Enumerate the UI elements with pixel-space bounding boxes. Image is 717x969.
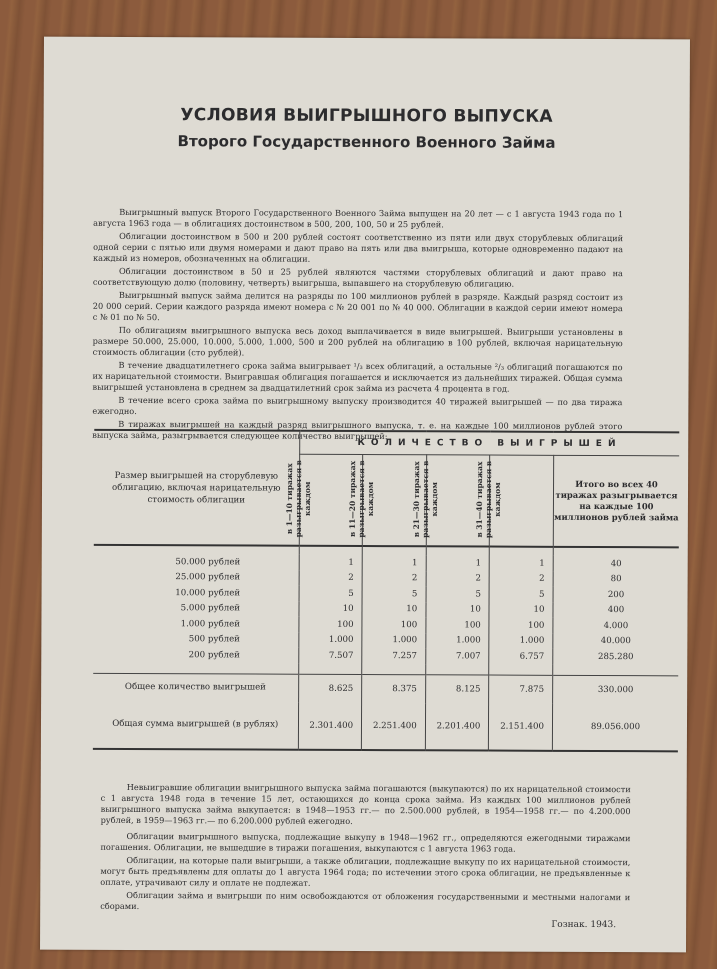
intro-paragraph: Выигрышный выпуск займа делится на разряды по 100 миллионов рублей в разряде. Каждый разряд состоит из 20 000 серий. Серии каждого разряда имеют номера с № 20 001 по № 40 000. Облигации в каждой серии имеют номера с № 01 по № 50. xyxy=(92,289,623,323)
draws-31-40-count: 1.000 xyxy=(489,633,553,649)
winnings-table xyxy=(93,429,679,752)
bond-terms-sheet xyxy=(40,37,690,953)
total-sum-d4: 2.151.400 xyxy=(489,703,553,750)
prize-amount: 10.000 рублей xyxy=(94,585,299,601)
total-count: 200 xyxy=(607,589,625,600)
total-count: 80 xyxy=(610,574,622,585)
draws-21-30-count: 10 xyxy=(426,602,490,618)
draws-1-10-header: в 1—10 тиражах разыгрывается в каждом xyxy=(299,454,363,546)
total-count-row xyxy=(93,673,678,704)
total-column-header: Итого во всех 40 тиражах разыгрывается на каждые 100 миллионов рублей займа xyxy=(553,455,679,547)
total-sum-row xyxy=(93,701,678,751)
draws-1-10-count: 1.000 xyxy=(298,632,362,648)
amount-column-header: Размер выигрышей на сторублевую облигацию, включая нарицательную стоимость облигации xyxy=(94,430,300,546)
total-count-grand: 330.000 xyxy=(553,675,679,704)
draws-11-20-count: 2 xyxy=(362,570,426,586)
draws-21-30-count: 1 xyxy=(426,555,490,571)
total-sum-grand: 89.056.000 xyxy=(552,703,678,751)
draws-21-30-count: 2 xyxy=(426,571,490,587)
total-sum-d3: 2.201.400 xyxy=(425,703,489,750)
winnings-count-header: КОЛИЧЕСТВО ВЫИГРЫШЕЙ xyxy=(299,431,679,456)
draws-31-40-count: 100 xyxy=(489,618,553,634)
draws-31-40-count: 5 xyxy=(489,587,553,603)
intro-paragraph: Выигрышный выпуск Второго Государственного Военного Займа выпущен на 20 лет — с 1 августа 1943 года по 1 августа 1963 года — в облигациях достоинством в 500, 200, 100, 50 и 25 рублей. xyxy=(93,206,624,230)
draws-11-20-count: 10 xyxy=(362,601,426,617)
intro-paragraph: В течение всего срока займа по выигрышному выпуску производится 40 тиражей выигрышей — по два тиража ежегодно. xyxy=(92,394,623,417)
draws-1-10-count: 1 xyxy=(299,555,363,571)
draws-11-20-count: 100 xyxy=(362,617,426,633)
redemption-paragraph: Невыигравшие облигации выигрышного выпуска займа погашаются (выкупаются) по их нарицательной стоимости с 1 августа 1948 года в течение 15 лет, остающихся до конца срока займа. Из каждых 100 миллионов рублей выигрышного выпуска займа выкупается: в 1948—1953 гг.— по 2.500.000 рублей, в 1954—1958 гг.— по 4.200.000 рублей, в 1959—1963 гг.— по 6.200.000 рублей ежегодно. xyxy=(100,781,631,826)
draws-1-10-count: 100 xyxy=(298,617,362,633)
draws-31-40-header: в 31—40 тиражах разыгрывается в каждом xyxy=(490,455,554,547)
prize-amount: 5.000 рублей xyxy=(93,600,298,616)
draws-21-30-count: 100 xyxy=(426,617,490,633)
draws-11-20-count: 7.257 xyxy=(362,648,426,664)
draws-31-40-count: 10 xyxy=(489,602,553,618)
total-count-label: Общее количество выигрышей xyxy=(93,673,298,702)
intro-paragraph: В течение двадцатилетнего срока займа выигрывает ¹/₃ всех облигаций, а остальные ²/₃ облигаций погашаются по их нарицательной стоимости. Выигравшая облигация погашается и исключается из дальнейших тиражей. Общая сумма выигрышей установлена в среднем за двадцатилетний срок займа из расчета 4 процента в год. xyxy=(92,359,623,394)
prize-amount: 25.000 рублей xyxy=(94,569,299,585)
intro-section xyxy=(92,207,623,443)
draws-21-30-count: 7.007 xyxy=(426,648,490,664)
total-count: 40 xyxy=(610,558,622,569)
prize-amount: 200 рублей xyxy=(93,647,298,663)
total-count-d2: 8.375 xyxy=(362,674,426,703)
intro-paragraph: Облигации достоинством в 500 и 200 рублей состоят соответственно из пяти или двух сторублевых облигаций одной серии с пятью или двумя номерами и дают право на пять или два выигрыша, которые одновременно падают на каждый из номеров, обозначенных на облигации. xyxy=(93,230,624,264)
prize-amount: 1.000 рублей xyxy=(93,616,298,632)
prize-amount: 500 рублей xyxy=(93,631,298,647)
total-count-d4: 7.875 xyxy=(489,675,553,704)
draws-21-30-header: в 21—30 тиражах разыгрывается в каждом xyxy=(426,455,490,547)
draws-11-20-header: в 11—20 тиражах разыгрывается в каждом xyxy=(362,454,426,546)
total-count: 285.280 xyxy=(597,651,634,662)
intro-paragraph: Облигации достоинством в 50 и 25 рублей являются частями сторублевых облигаций и дают право на соответствующую долю (половину, четверть) выигрыша, выпавшего на сторублевую облигацию. xyxy=(92,265,623,289)
document-title: УСЛОВИЯ ВЫИГРЫШНОГО ВЫПУСКА xyxy=(180,105,553,127)
total-count: 4.000 xyxy=(603,620,629,631)
prize-amount: 50.000 рублей xyxy=(94,554,299,570)
redemption-paragraph: Облигации займа и выигрыши по ним освобождаются от обложения государственными и местными налогами и сборами. xyxy=(100,889,631,912)
redemption-paragraph: Облигации, на которые пали выигрыши, а также облигации, подлежащие выкупу по их нарицательной стоимости, могут быть предъявлены для оплаты до 1 августа 1964 года; по истечении этого срока облигации, не предъявленные к оплате, утрачивают силу и оплате не подлежат. xyxy=(100,854,631,888)
intro-paragraph: По облигациям выигрышного выпуска весь доход выплачивается в виде выигрышей. Выигрыши установлены в размере 50.000, 25.000, 10.000, 5.000, 1.000, 500 и 200 рублей на облигацию в 100 рублей, включая нарицательную стоимость облигации (сто рублей). xyxy=(92,324,623,358)
total-sum-d1: 2.301.400 xyxy=(298,702,362,749)
intro-paragraph: В тиражах выигрышей на каждый разряд выигрышного выпуска, т. е. на каждые 100 миллионов рублей этого выпуска займа, разыгрывается следующее количество выигрышей: xyxy=(92,418,623,442)
draws-21-30-count: 5 xyxy=(426,586,490,602)
total-sum-label: Общая сумма выигрышей (в рублях) xyxy=(93,701,298,749)
draws-21-30-count: 1.000 xyxy=(426,633,490,649)
draws-1-10-count: 10 xyxy=(298,601,362,617)
draws-31-40-count: 2 xyxy=(489,571,553,587)
draws-31-40-count: 1 xyxy=(490,556,554,572)
total-sum-d2: 2.251.400 xyxy=(362,702,426,749)
draws-11-20-count: 1.000 xyxy=(362,632,426,648)
draws-11-20-count: 1 xyxy=(362,555,426,571)
draws-11-20-count: 5 xyxy=(362,586,426,602)
draws-31-40-count: 6.757 xyxy=(489,649,553,665)
total-count: 40.000 xyxy=(600,636,631,647)
total-count: 400 xyxy=(607,605,625,616)
redemption-paragraph: Облигации выигрышного выпуска, подлежащие выкупу в 1948—1962 гг., определяются ежегодными тиражами погашения. Облигации, не вышедшие в тиражи погашения, выкупаются с 1 августа 1963 года. xyxy=(100,830,631,854)
redemption-section xyxy=(100,782,631,914)
total-count-d1: 8.625 xyxy=(298,674,362,703)
draws-1-10-count: 7.507 xyxy=(298,648,362,664)
document-subtitle: Второго Государственного Военного Займа xyxy=(177,132,556,152)
printer-mark: Гознак. 1943. xyxy=(551,919,617,931)
draws-1-10-count: 2 xyxy=(299,570,363,586)
total-count-d3: 8.125 xyxy=(425,674,489,703)
draws-1-10-count: 5 xyxy=(299,586,363,602)
